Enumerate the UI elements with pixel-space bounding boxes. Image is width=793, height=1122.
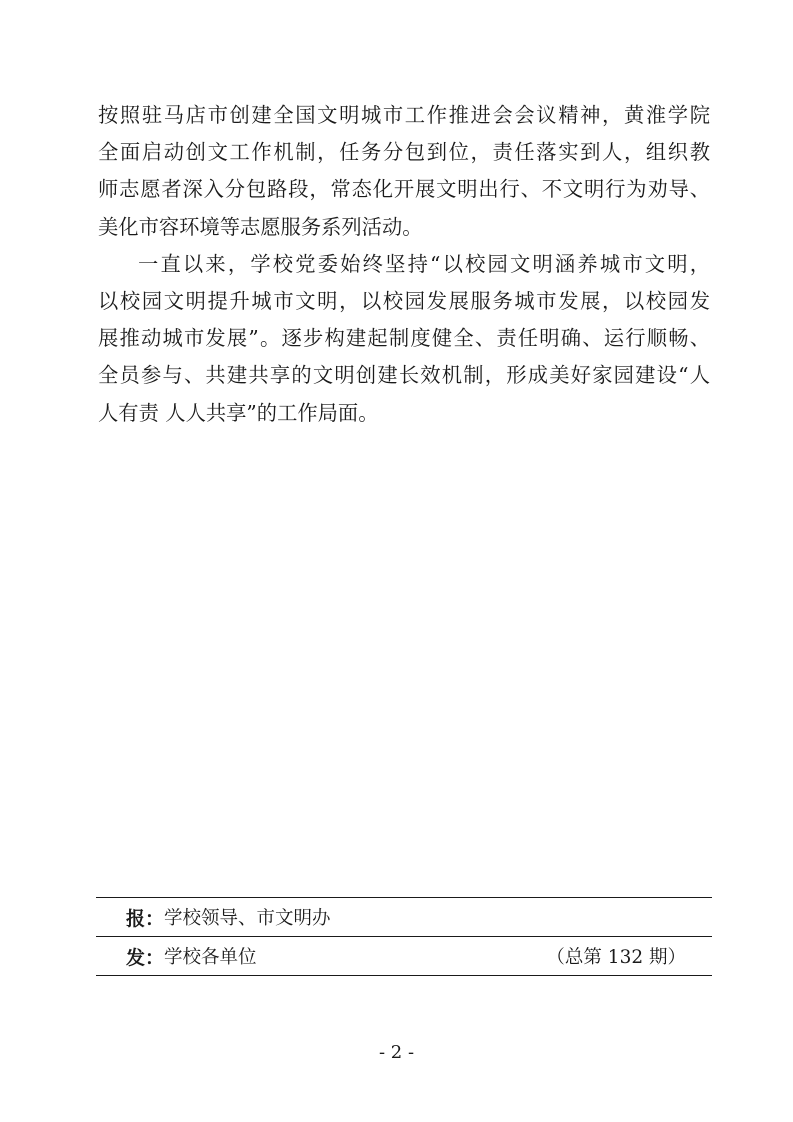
report-row bbox=[96, 898, 712, 936]
send-row bbox=[96, 937, 712, 975]
page-number: - 2 - bbox=[378, 1042, 415, 1063]
text-line: 以校园文明提升城市文明，以校园发展服务城市发展，以校园发 bbox=[98, 289, 710, 314]
send-recipients: 学校各单位 bbox=[164, 947, 257, 968]
text-line: 一直以来，学校党委始终坚持“以校园文明涵养城市文明， bbox=[138, 251, 710, 276]
text-line: 展推动城市发展”。逐步构建起制度健全、责任明确、运行顺畅、 bbox=[98, 326, 710, 351]
paragraph-1-end bbox=[98, 209, 710, 246]
report-recipients: 学校领导、市文明办 bbox=[164, 908, 331, 929]
text-line: 人有责 人人共享”的工作局面。 bbox=[98, 400, 379, 425]
text-line: 按照驻马店市创建全国文明城市工作推进会会议精神，黄淮学院 bbox=[98, 103, 710, 127]
text-line: 全员参与、共建共享的文明创建长效机制，形成美好家园建设“人 bbox=[98, 363, 710, 388]
paragraph-1 bbox=[98, 97, 710, 209]
send-label: 发： bbox=[126, 946, 165, 969]
text-line: 美化市容环境等志愿服务系列活动。 bbox=[98, 214, 423, 239]
distribution-block bbox=[96, 897, 712, 976]
body-text bbox=[98, 97, 710, 432]
paragraph-2 bbox=[98, 246, 710, 395]
text-line: 全面启动创文工作机制，任务分包到位，责任落实到人，组织教 bbox=[98, 140, 710, 165]
bottom-rule bbox=[96, 975, 712, 976]
issue-number: （总第 132 期） bbox=[546, 947, 686, 968]
report-label: 报： bbox=[126, 907, 165, 930]
paragraph-2-end bbox=[98, 395, 710, 432]
text-line: 师志愿者深入分包路段，常态化开展文明出行、不文明行为劝导、 bbox=[98, 177, 710, 202]
